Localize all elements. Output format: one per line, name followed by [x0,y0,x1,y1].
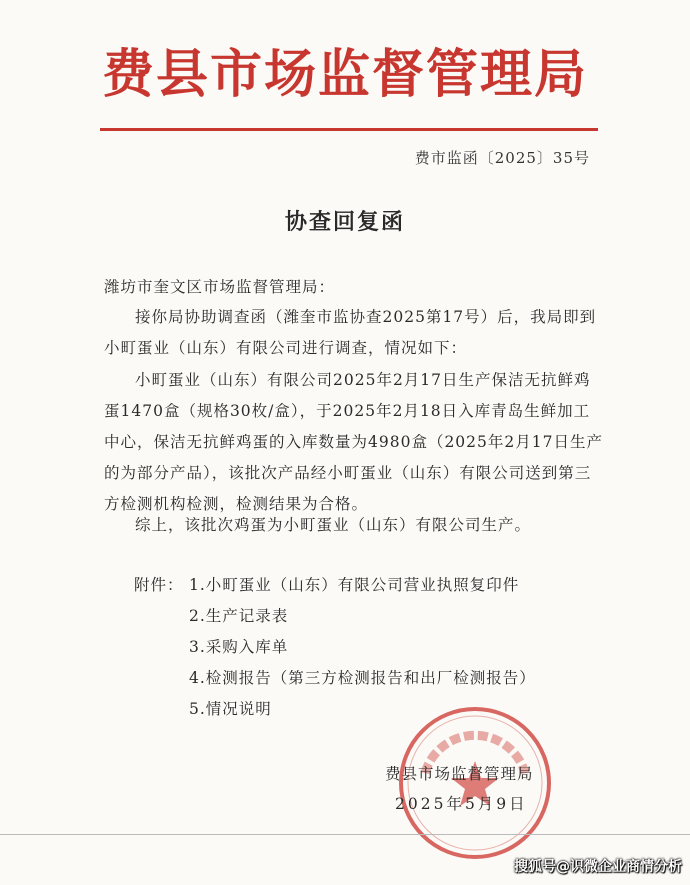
attachment-item [134,632,536,663]
attachment-item [134,663,536,694]
letterhead-agency-name: 费县市场监督管理局 [101,44,588,105]
signature-agency: 费县市场监督管理局 [385,765,534,783]
attachment-text: 1.小町蛋业（山东）有限公司营业执照复印件 [189,576,520,594]
attachment-item [134,570,536,601]
document-number: 费市监函〔2025〕35号 [414,149,590,167]
addressee: 潍坊市奎文区市场监督管理局： [104,278,336,296]
document-title: 协查回复函 [284,209,405,235]
attachment-text: 2.生产记录表 [189,607,289,625]
attachment-text: 3.采购入库单 [189,638,289,656]
watermark: 搜狐号@识微企业商情分析 [514,859,682,875]
paragraph-findings: 小町蛋业（山东）有限公司2025年2月17日生产保洁无抗鲜鸡蛋1470盒（规格30枚/盒），于2025年2月18日入库青岛生鲜加工中心，保洁无抗鲜鸡蛋的入库数量为4980盒（2025年2月17日生产的为部分产品），该批次产品经小町蛋业（山东）有限公司送到第三方检测机构检测，检测结果为合格。 [104,371,603,513]
paragraph-intro: 接你局协助调查函（潍奎市监协查2025第17号）后，我局即到小町蛋业（山东）有限公司进行调查，情况如下： [104,308,597,357]
signature-date: 2025年5月9日 [395,795,528,813]
attachments-list [134,570,536,725]
attachment-item [134,601,536,632]
attachment-text: 4.检测报告（第三方检测报告和出厂检测报告） [189,669,536,687]
attachments-label: 附件： [134,576,184,594]
paragraph-conclusion: 综上，该批次鸡蛋为小町蛋业（山东）有限公司生产。 [135,516,532,534]
attachment-text: 5.情况说明 [189,700,272,718]
footer-divider [0,834,690,835]
letterhead-red-rule [100,128,598,131]
